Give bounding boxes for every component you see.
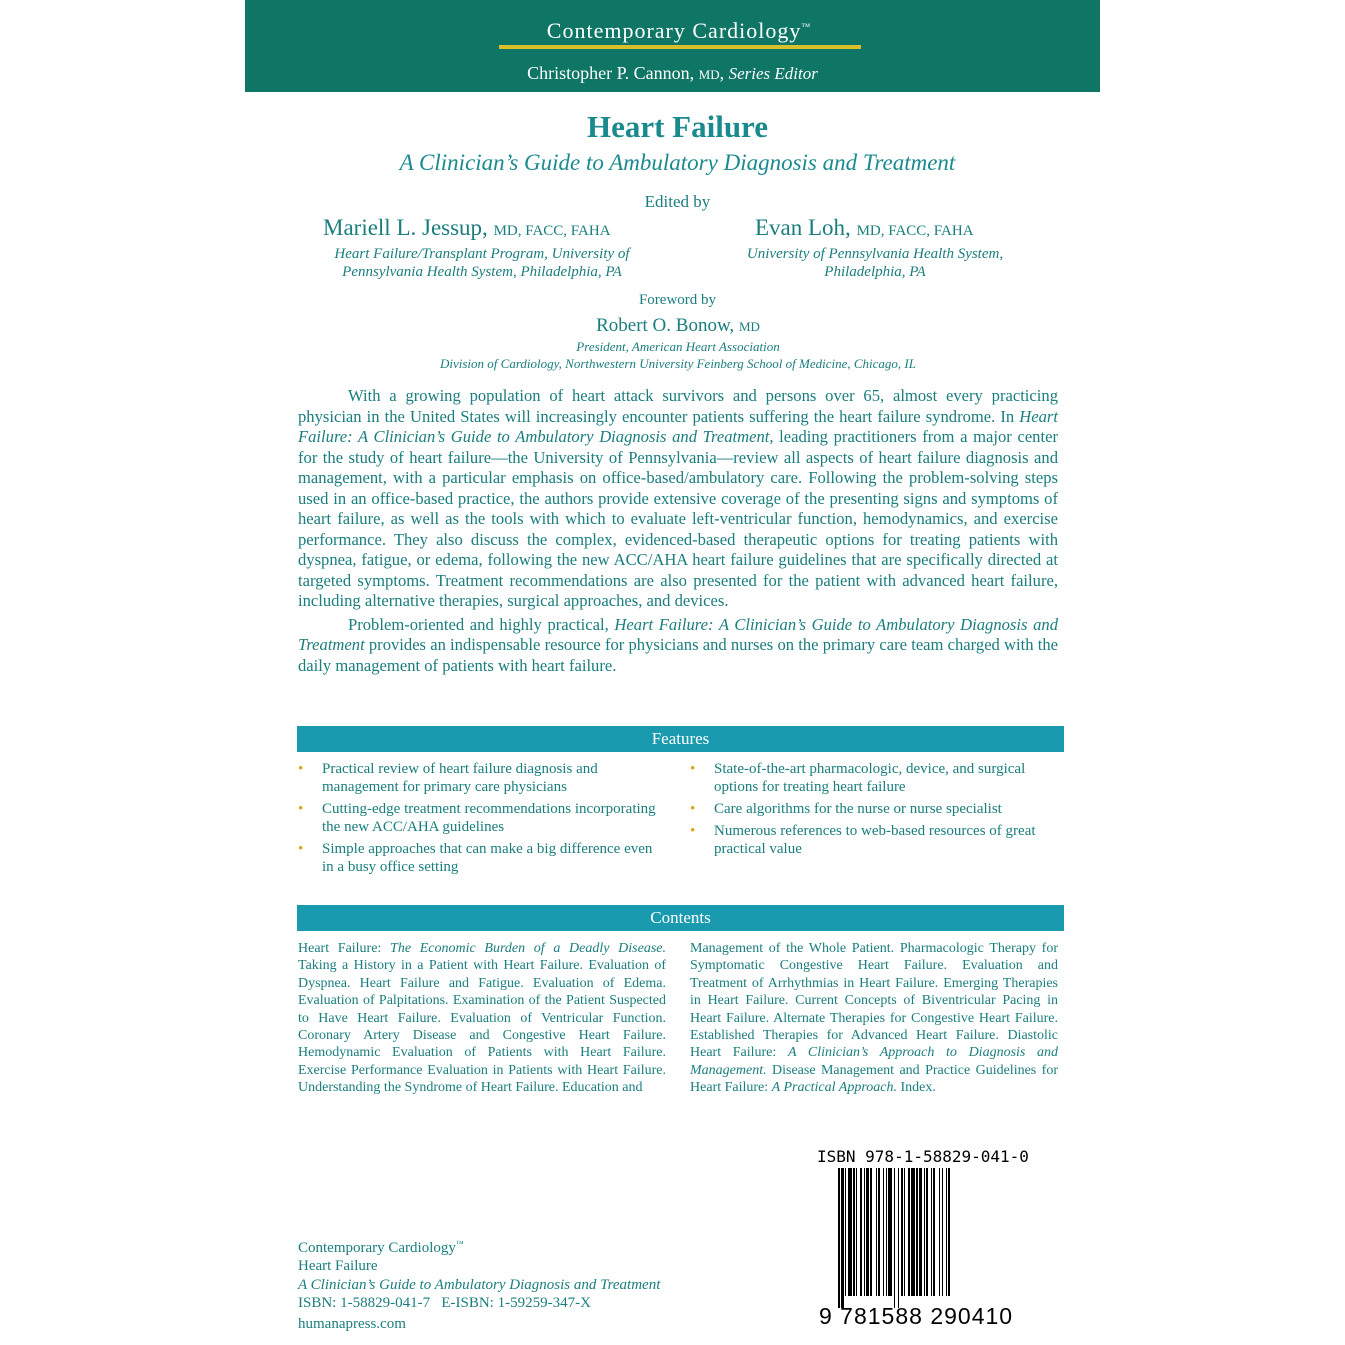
feature-item: [298, 840, 658, 876]
description: [298, 386, 1058, 676]
editor-2-name: [755, 215, 974, 241]
barcode-bar: [853, 1168, 855, 1296]
series-name-text: Contemporary Cardiology: [546, 18, 802, 43]
barcode-bar: [904, 1168, 905, 1296]
series-editor-role: Series Editor: [728, 64, 818, 83]
barcode-bar: [866, 1168, 869, 1296]
barcode-bar: [864, 1168, 865, 1296]
foreword-author-credentials: MD: [738, 319, 760, 334]
editor-2-affiliation: [715, 245, 1035, 281]
feature-item: [298, 760, 658, 796]
barcode-bar: [860, 1168, 862, 1296]
barcode-bar: [931, 1168, 932, 1296]
editor-2-name-text: Evan Loh,: [755, 215, 851, 240]
description-title-ref: Heart Failure: A Clinician’s Guide to Ambulatory Diagnosis and Treatment,: [298, 406, 1058, 446]
barcode-bar: [948, 1168, 950, 1296]
barcode-bar: [942, 1168, 943, 1296]
barcode-bar: [916, 1168, 918, 1296]
barcode-bar: [933, 1168, 935, 1296]
foreword-label: Foreword by: [638, 292, 717, 308]
features-right-column: [690, 760, 1062, 862]
barcode-bar: [908, 1168, 910, 1296]
editor-2-credentials: MD, FACC, FAHA: [856, 223, 974, 239]
feature-text: Practical review of heart failure diagnosis and management for primary care physicians: [322, 761, 598, 795]
feature-text: Cutting-edge treatment recommendations incorporating the new ACC/AHA guidelines: [322, 801, 656, 835]
barcode-bar: [888, 1168, 892, 1296]
contents-text: Management of the Whole Patient. Pharmacologic Therapy for Symptomatic Congestive Heart Failure. Evaluation and Treatment of Arrhythmias in Heart Failure. Emerging Therapies in Heart Failure. Current Concepts of Biventricular Pacing in Heart Failure. Alternate Therapies for Congestive Heart Failure. Established Therapies for Advanced Heart Failure. Diastolic Heart Failure:: [690, 941, 1058, 1061]
barcode-bar: [898, 1168, 899, 1308]
imprint-url: humanapress.com: [298, 1316, 406, 1333]
barcode: [838, 1168, 1030, 1308]
contents-text: Taking a History in a Patient with Heart Failure. Evaluation of Dyspnea. Heart Failure and Fatigue. Evaluation of Edema. Evaluation of Palpitations. Examination of the Patient Suspected to Have Heart Failure. Evaluation of Ventricular Function. Coronary Artery Disease and Congestive Heart Failure. Hemodynamic Evaluation of Patients with Heart Failure. Exercise Performance Evaluation in Patients with Heart Failure. Understanding the Syndrome of Heart Failure. Education and: [298, 958, 666, 1096]
barcode-isbn-label: ISBN 978-1-58829-041-0: [817, 1147, 1029, 1166]
barcode-bar: [848, 1168, 852, 1296]
description-title-ref: Heart Failure: A Clinician’s Guide to Ambulatory Diagnosis and Treatment: [298, 614, 1058, 654]
series-name: [245, 18, 1113, 44]
contents-right-column: [690, 940, 1058, 1097]
feature-text: Simple approaches that can make a big difference even in a busy office setting: [322, 841, 653, 875]
edited-by-label: Edited by: [644, 192, 711, 211]
contents-text: Disease Management and Practice Guidelines for Heart Failure:: [690, 1062, 1058, 1096]
trademark: ™: [801, 21, 812, 32]
bullet-icon: •: [690, 823, 696, 839]
description-text: Problem-oriented and highly practical,: [348, 614, 615, 634]
barcode-bar: [894, 1168, 895, 1308]
contents-text: Heart Failure:: [298, 941, 391, 956]
contents-text-italic: A Clinician’s Approach to Diagnosis and Management.: [690, 1045, 1058, 1078]
foreword-affiliation-line: President, American Heart Association: [576, 339, 780, 354]
foreword-author: [245, 315, 1111, 337]
barcode-digits: 9 781588 290410: [819, 1303, 1014, 1329]
description-text: leading practitioners from a major center for the study of heart failure—the University of Pennsylvania—review all aspects of heart failure diagnosis and management, with a particular emphasis on office-based/ambulatory care. Following the problem-solving steps used in an office-based practice, the authors provide extensive coverage of the presenting signs and symptoms of heart failure, as well as the tools with which to evaluate left-ventricular function, hemodynamics, and exercise performance. They also discuss the complex, evidenced-based therapeutic options for treating patients with dyspnea, fatigue, or edema, following the new ACC/AHA heart failure guidelines that are specifically directed at targeted symptoms. Treatment recommendations are also presented for the patient with advanced heart failure, including alternative therapies, surgical approaches, and devices.: [298, 427, 1058, 610]
series-editor: Christopher P. Cannon, MD, Series Editor: [527, 63, 818, 83]
features-left-column: [298, 760, 658, 880]
barcode-bar: [870, 1168, 872, 1296]
barcode-bar: [901, 1168, 903, 1296]
description-paragraph: [298, 386, 1058, 612]
contents-text-italic: A Practical Approach.: [771, 1080, 897, 1096]
imprint-eisbn: E-ISBN: 1-59259-347-X: [441, 1294, 591, 1311]
bullet-icon: •: [298, 841, 304, 857]
barcode-bar: [924, 1168, 925, 1296]
feature-item: [298, 800, 658, 836]
foreword-affiliation: [245, 338, 1111, 372]
editor-1-name: [323, 215, 611, 241]
bullet-icon: •: [298, 761, 304, 777]
features-heading: Features: [297, 726, 1064, 752]
imprint-series: [298, 1235, 660, 1257]
book-title: Heart Failure: [586, 109, 769, 144]
editor-2-affiliation-line: Philadelphia, PA: [824, 264, 926, 280]
series-header: [245, 0, 1100, 92]
imprint-isbns: [298, 1294, 660, 1312]
editor-1-affiliation-line: Pennsylvania Health System, Philadelphia, PA: [342, 264, 622, 280]
imprint: [298, 1235, 660, 1333]
bullet-icon: •: [690, 761, 696, 777]
editor-1-affiliation: [317, 245, 647, 281]
barcode-bar: [946, 1168, 947, 1296]
barcode-bar: [883, 1168, 884, 1296]
imprint-series-text: Contemporary Cardiology: [298, 1240, 456, 1256]
feature-item: [690, 822, 1062, 858]
gold-divider: [499, 45, 861, 49]
description-text: With a growing population of heart attack survivors and persons over 65, almost every practicing physician in the United States will increasingly encounter patients suffering the heart failure syndrome. In: [298, 386, 1058, 426]
barcode-bar: [876, 1168, 877, 1296]
feature-text: Care algorithms for the nurse or nurse specialist: [714, 801, 1002, 817]
feature-item: [690, 800, 1062, 818]
feature-text: State-of-the-art pharmacologic, device, and surgical options for treating heart failure: [714, 761, 1026, 795]
barcode-bar: [926, 1168, 928, 1296]
barcode-bar: [845, 1168, 846, 1296]
book-subtitle: A Clinician’s Guide to Ambulatory Diagnosis and Treatment: [399, 150, 956, 175]
editor-2-affiliation-line: University of Pennsylvania Health System,: [746, 246, 1004, 262]
series-editor-name: Christopher P. Cannon,: [527, 63, 695, 83]
contents-heading: Contents: [297, 905, 1064, 931]
barcode-bar: [911, 1168, 915, 1296]
bullet-icon: •: [690, 801, 696, 817]
contents-text: Index.: [896, 1080, 936, 1096]
back-cover: [245, 0, 1100, 1345]
description-text: provides an indispensable resource for physicians and nurses on the primary care team charged with the daily management of patients with heart failure.: [298, 635, 1058, 675]
contents-left-column: [298, 940, 666, 1097]
contents-text-italic: The Economic Burden of a Deadly Disease.: [390, 941, 666, 956]
barcode-bar: [856, 1168, 857, 1296]
barcode-bar: [939, 1168, 940, 1296]
feature-text: Numerous references to web-based resources of great practical value: [714, 823, 1036, 857]
series-editor-credentials: MD: [698, 67, 720, 82]
description-paragraph: [298, 615, 1058, 677]
editor-1-affiliation-line: Heart Failure/Transplant Program, University of: [334, 246, 630, 262]
imprint-title: Heart Failure: [298, 1258, 378, 1275]
bullet-icon: •: [298, 801, 304, 817]
barcode-bar: [878, 1168, 880, 1296]
barcode-bar: [886, 1168, 887, 1296]
editor-1-name-text: Mariell L. Jessup,: [323, 215, 488, 240]
feature-item: [690, 760, 1062, 796]
imprint-isbn: ISBN: 1-58829-041-7: [298, 1294, 431, 1311]
trademark: ™: [455, 1239, 464, 1248]
barcode-bar: [841, 1168, 844, 1308]
foreword-affiliation-line: Division of Cardiology, Northwestern University Feinberg School of Medicine, Chicago, IL: [439, 356, 916, 371]
editor-1-credentials: MD, FACC, FAHA: [493, 223, 611, 239]
barcode-bar: [919, 1168, 922, 1296]
imprint-subtitle: A Clinician’s Guide to Ambulatory Diagnosis and Treatment: [298, 1276, 661, 1293]
barcode-bar: [838, 1168, 840, 1308]
foreword-author-name: Robert O. Bonow,: [596, 315, 735, 336]
